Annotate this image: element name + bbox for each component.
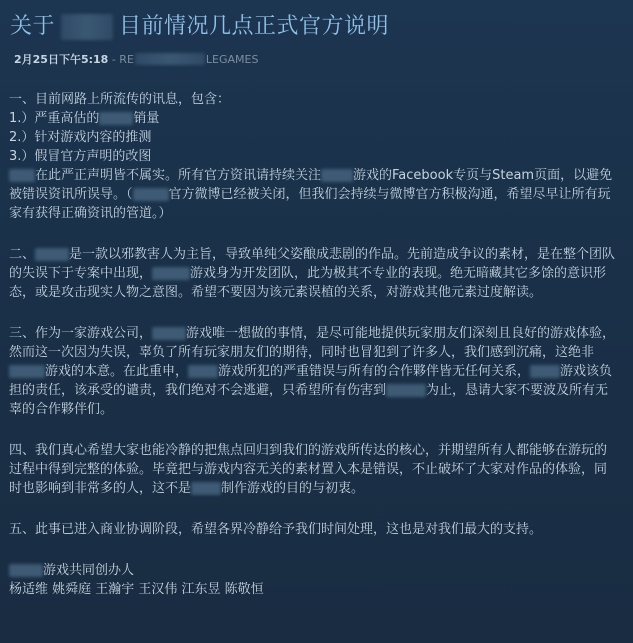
section-one-intro: 一、目前网路上所流传的讯息，包含：	[9, 92, 231, 107]
redacted-name	[530, 365, 560, 378]
redacted-name	[188, 365, 218, 378]
statement-part-1: 在此严正声明皆不属实。所有官方资讯请持续关注	[35, 168, 322, 183]
meta-separator: -	[108, 53, 120, 66]
signature-block	[9, 561, 617, 599]
redacted-name	[9, 169, 35, 182]
section-three-text	[9, 324, 617, 419]
redacted-name	[99, 112, 133, 125]
section-four-text	[9, 441, 617, 498]
redacted-author	[135, 53, 205, 65]
signature-title	[9, 561, 617, 580]
author-suffix[interactable]: LEGAMES	[205, 53, 259, 66]
title-suffix: 目前情况几点正式官方说明	[119, 14, 390, 39]
redacted-name	[152, 267, 190, 280]
section-two	[9, 245, 617, 302]
title-prefix: 关于	[10, 14, 56, 39]
section-one-item-3: 3.）假冒官方声明的改图	[9, 149, 152, 164]
section-four-part-2: 制作游戏的目的与初衷。	[221, 481, 365, 496]
section-four	[9, 441, 617, 498]
item-1-suffix: 销量	[133, 111, 160, 126]
post-meta	[14, 52, 258, 68]
item-1-text: 1.）严重高估的	[9, 111, 100, 126]
section-three-part-5: 游戏该负担的责任，该承受的谴责，我们绝对不会逃避，只希望所有伤害到	[9, 364, 613, 398]
section-three-part-3: 游戏的本意。在此重申，	[45, 364, 189, 379]
post-date: 2月25日下午5:18	[14, 53, 109, 66]
redacted-name	[9, 365, 45, 378]
section-one-statement	[9, 166, 617, 223]
section-two-part-3: 游戏身为开发团队，此为极其不专业的表现。绝无暗藏其它多馀的意识形态，或是攻击现实人物之意图。希望不要因为该元素误植的关系，对游戏其他元素过度解读。	[9, 266, 607, 300]
section-one-item-1	[9, 109, 617, 128]
redacted-studio-name	[61, 14, 113, 40]
signature-title-text: 游戏共同创办人	[43, 563, 135, 578]
announcement-title	[10, 12, 389, 42]
author-prefix[interactable]: RE	[119, 53, 134, 66]
section-five-text: 五、此事已进入商业协调阶段，希望各界冷静给予我们时间处理，这也是对我们最大的支持。	[9, 522, 543, 537]
statement-part-3: 官方微博已经被关闭，但我们会持续与微博官方积极沟通，希望尽早让所有玩家有获得正确资讯的管道。）	[9, 187, 611, 221]
redacted-name	[191, 482, 221, 495]
section-four-part-1: 四、我们真心希望大家也能冷静的把焦点回归到我们的游戏所传达的核心，并期望所有人都能够在游玩的过程中得到完整的体验。毕竟把与游戏内容无关的素材置入本是错误，不止破坏了大家对作品的体验，同时也影响到非常多的人，这不是	[9, 443, 608, 496]
section-two-part-1: 二、	[9, 247, 36, 262]
redacted-name	[35, 248, 69, 261]
section-three	[9, 324, 617, 419]
section-one	[9, 90, 617, 223]
section-three-part-6: 为止，恳请大家不要波及所有无辜的合作夥伴们。	[9, 383, 609, 417]
section-five	[9, 520, 617, 539]
redacted-name	[386, 384, 426, 397]
section-two-part-2: 是一款以邪教害人为主旨，导致单纯父姿酿成悲剧的作品。先前造成争议的素材，是在整个团队的失误下于专案中出现，	[9, 247, 616, 281]
redacted-name	[152, 327, 186, 340]
section-two-text	[9, 245, 617, 302]
section-three-part-4: 游戏所犯的严重错误与所有的合作夥伴皆无任何关系，	[218, 364, 531, 379]
announcement-body	[9, 90, 617, 599]
statement-part-2: 游戏的Facebook专页与Steam页面，以避免被错误资讯所误导。（	[9, 168, 613, 202]
redacted-name	[9, 564, 43, 577]
section-one-item-2: 2.）针对游戏内容的推测	[9, 130, 152, 145]
redacted-name	[133, 188, 169, 201]
section-three-part-1: 三、作为一家游戏公司，	[9, 326, 153, 341]
redacted-name	[321, 169, 353, 182]
founder-names: 杨适维 姚舜庭 王瀚宇 王汉伟 江东昱 陈敬恒	[9, 582, 264, 597]
section-three-part-2: 游戏唯一想做的事情，是尽可能地提供玩家朋友们深刻且良好的游戏体验，然而这一次因为失误，辜负了所有玩家朋友们的期待，同时也冒犯到了许多人，我们感到沉痛，这绝非	[9, 326, 616, 360]
